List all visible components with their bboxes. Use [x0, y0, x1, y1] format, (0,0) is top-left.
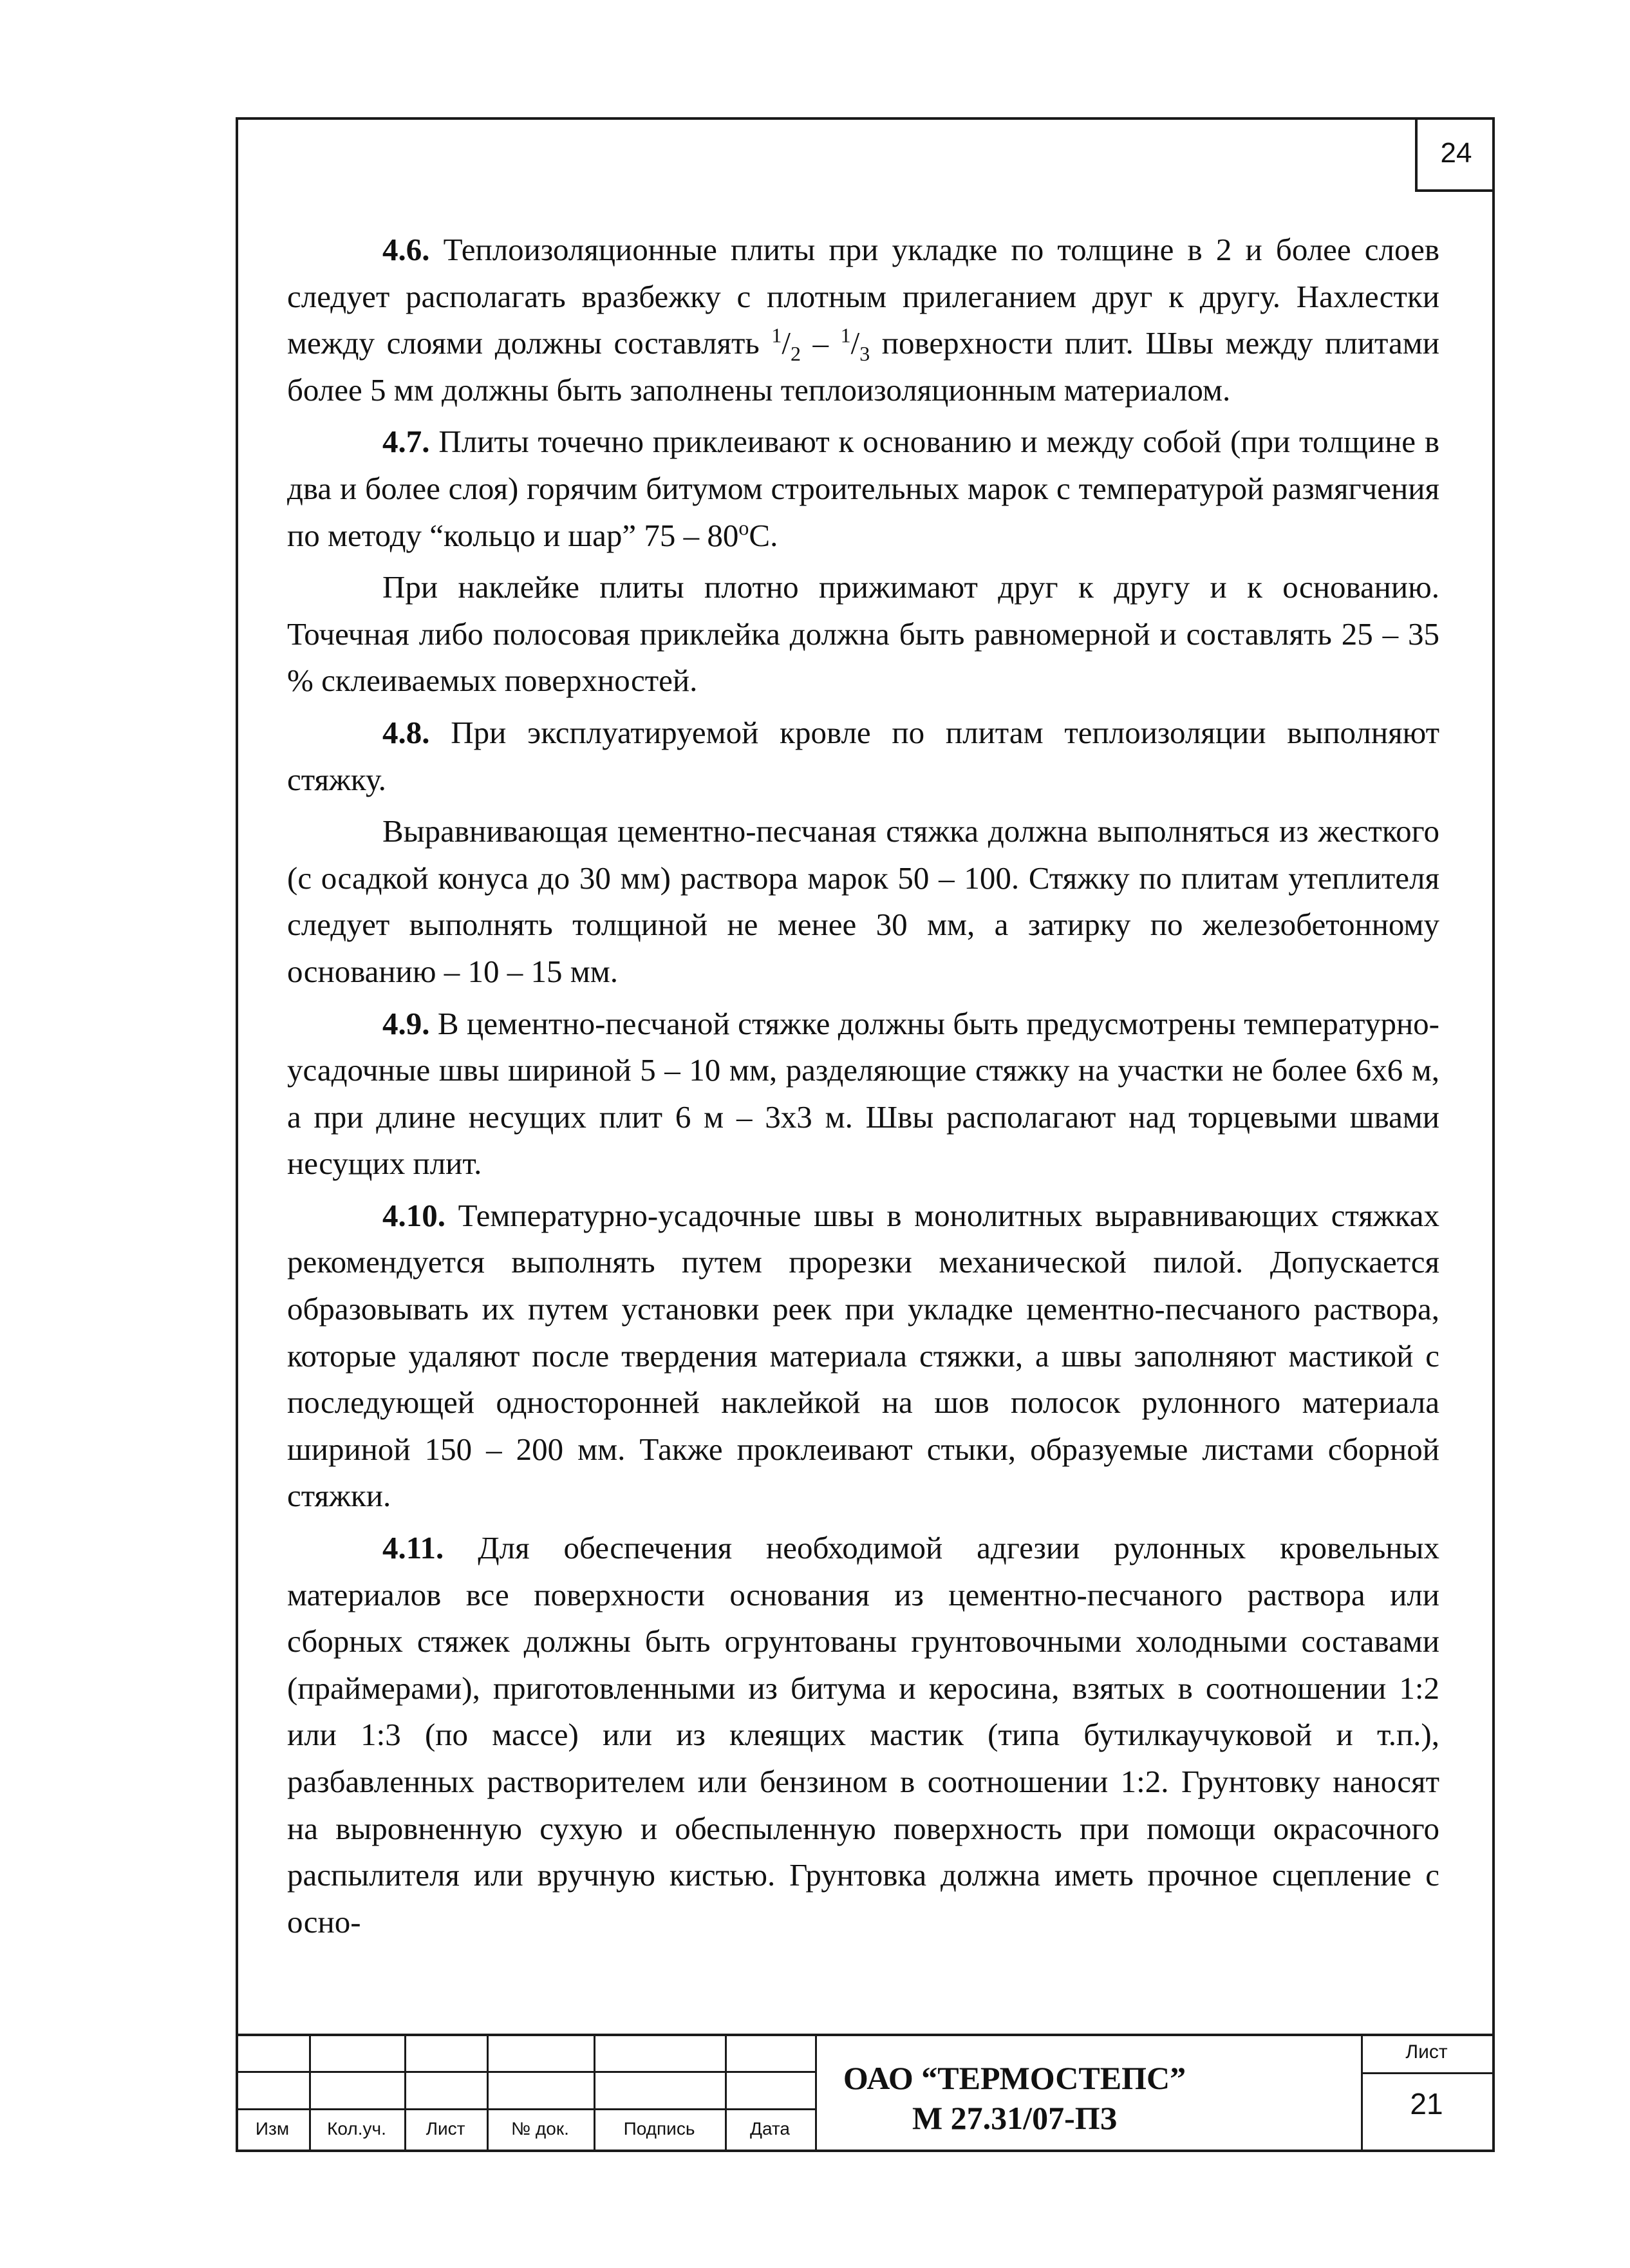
col-kol-uch: Кол.уч.: [327, 2119, 386, 2139]
col-date: Дата: [749, 2119, 790, 2139]
paragraph-4-9: 4.9. В цементно-песчаной стяжке должны быть предусмотрены температурно-усадочные швы шириной 5 – 10 мм, разделяющие стяжку на участки не более 6х6 м, а при длине несущих плит 6 м – 3х3 м. Швы располагают над торцевыми швами несущих плит.: [287, 1005, 1439, 1182]
sheet-number: 21: [1410, 2087, 1443, 2121]
paragraph-4-6: 4.6. Теплоизоляционные плиты при укладке по толщине в 2 и более слоев следует располагать вразбежку с плотным прилеганием друг к другу. Нахлестки между слоями должны составлять $^1/_2 - ^1/_3$ поверхности плит. Швы между плитами более 5 мм должны быть заполнены теплоизоляционным материалом.: [287, 232, 1439, 408]
page-number: 24: [1415, 117, 1495, 192]
paragraph-4-8: 4.8. При эксплуатируемой кровле по плитам теплоизоляции выполняют стяжку.: [287, 714, 1439, 797]
clause-number: 4.6.: [382, 232, 430, 267]
clause-number: 4.7.: [382, 424, 430, 460]
clause-number: 4.10.: [382, 1197, 445, 1233]
col-doc-number: № док.: [511, 2119, 569, 2139]
organization-name: ОАО “ТЕРМОСТЕПС” М 27.31/07-ПЗ: [815, 2058, 1214, 2138]
clause-number: 4.9.: [382, 1005, 430, 1041]
paragraph-4-7: 4.7. Плиты точечно приклеивают к основанию и между собой (при толщине в два и более слоя) горячим битумом строительных марок с температурой размягчения по методу “кольцо и шар” 75 – 80$^o$С.: [287, 424, 1439, 553]
document-body: [287, 227, 1439, 1951]
document-code: М 27.31/07-ПЗ: [912, 2100, 1118, 2136]
clause-number: 4.11.: [382, 1530, 444, 1566]
paragraph-4-10: 4.10. Температурно-усадочные швы в монолитных выравнивающих стяжках рекомендуется выполнять путем прорезки механической пилой. Допускается образовывать их путем установки реек при укладке цементно-песчаного раствора, которые удаляют после твердения материала стяжки, а швы заполняют мастикой с последующей односторонней наклейкой на шов полосок рулонного материала шириной 150 – 200 мм. Также проклеивают стыки, образуемые листами сборной стяжки.: [287, 1197, 1439, 1514]
paragraph-4-7-continued: При наклейке плиты плотно прижимают друг к другу и к основанию. Точечная либо полосовая приклейка должна быть равномерной и составлять 25 – 35 % склеиваемых поверхностей.: [287, 569, 1439, 699]
title-block: [236, 2034, 1495, 2152]
paragraph-4-8-continued: Выравнивающая цементно-песчаная стяжка должна выполняться из жесткого (с осадкой конуса до 30 мм) раствора марок 50 – 100. Стяжку по плитам утеплителя следует выполнять толщиной не менее 30 мм, а затирку по железобетонному основанию – 10 – 15 мм.: [287, 813, 1439, 989]
col-izm: Изм: [255, 2119, 290, 2139]
col-signature: Подпись: [623, 2119, 695, 2139]
col-list: Лист: [426, 2119, 465, 2139]
paragraph-4-11: 4.11. Для обеспечения необходимой адгезии рулонных кровельных материалов все поверхности основания из цементно-песчаного раствора или сборных стяжек должны быть огрунтованы грунтовочными холодными составами (праймерами), приготовленными из битума и керосина, взятых в соотношении 1:2 или 1:3 (по массе) или из клеящих мастик (типа бутилкаучуковой и т.п.), разбавленных растворителем или бензином в соотношении 1:2. Грунтовку наносят на выровненную сухую и обеспыленную поверхность при помощи окрасочного распылителя или вручную кистью. Грунтовка должна иметь прочное сцепление с осно-: [287, 1530, 1439, 1940]
sheet-label: Лист: [1405, 2041, 1448, 2063]
clause-number: 4.8.: [382, 714, 430, 750]
